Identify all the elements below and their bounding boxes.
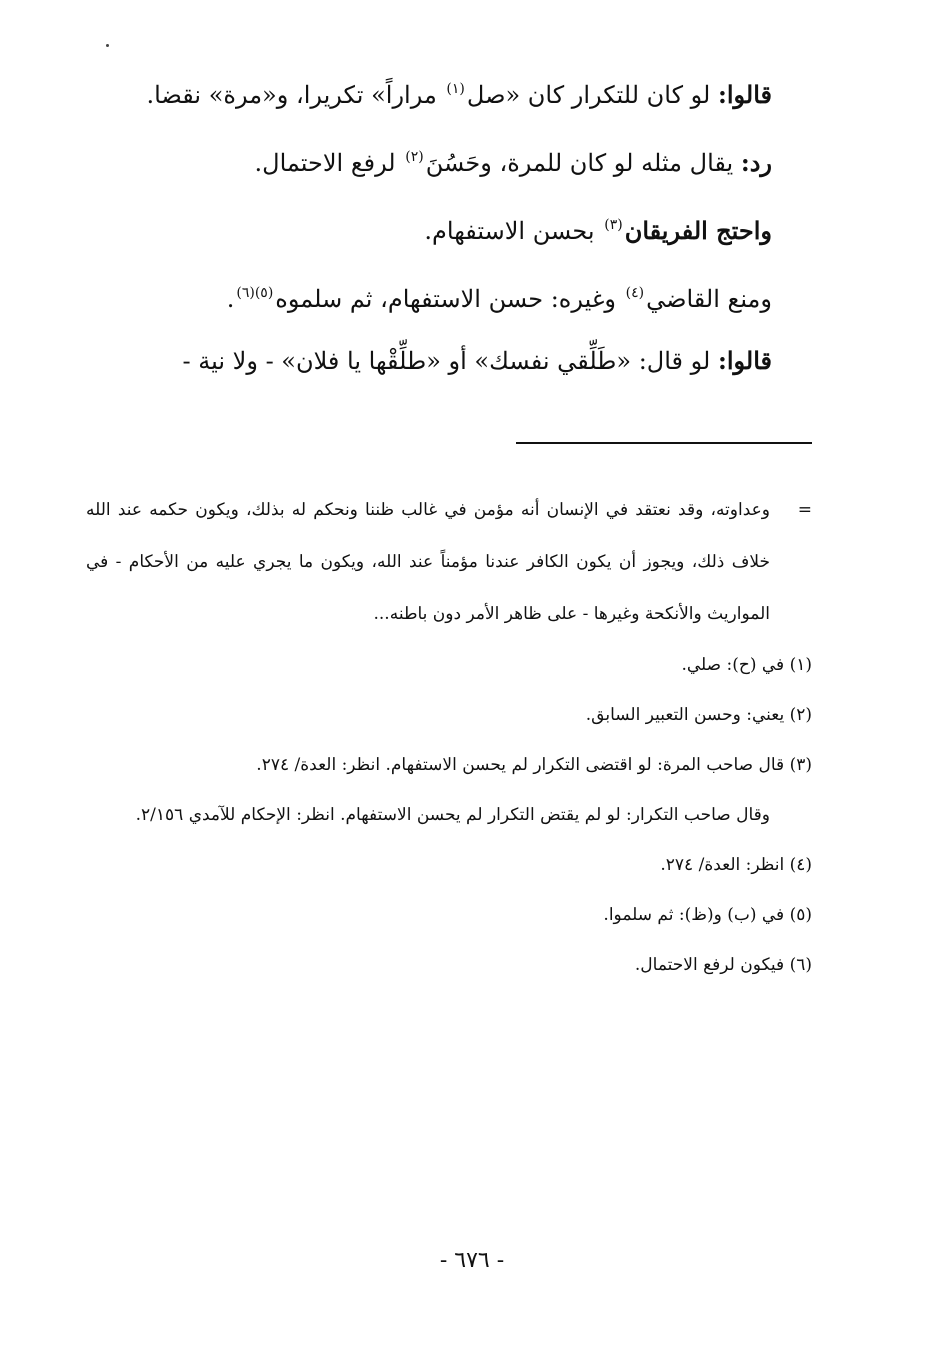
line-text: لو كان للتكرار كان «صل: [466, 81, 718, 109]
line-text: .: [226, 285, 235, 313]
footnote-ref-5-6[interactable]: (٥)(٦): [236, 285, 274, 301]
footnote-ref-1[interactable]: (١): [446, 81, 465, 97]
footnote-ref-3[interactable]: (٣): [604, 217, 623, 233]
line-text: وغيره: حسن الاستفهام، ثم سلموه: [275, 285, 624, 313]
footnote-continuation: [86, 484, 812, 640]
main-line-2: [86, 134, 772, 202]
footnote-4: (٤) انظر: العدة/ ٢٧٤.: [660, 855, 812, 875]
lead-word: رد:: [740, 148, 772, 177]
footnote-1: (١) في (ح): صلي.: [681, 655, 812, 675]
line-text: لو قال: «طَلِّقي نفسك» أو «طلِّقْها يا فلان» - ولا نية -: [182, 347, 718, 375]
footnote-2: (٢) يعني: وحسن التعبير السابق.: [585, 705, 812, 725]
line-text: يقال مثله لو كان للمرة، وحَسُنَ: [425, 149, 741, 177]
continuation-text: وعداوته، وقد نعتقد في الإنسان أنه مؤمن في غالب ظننا ونحكم له بذلك، ويكون حكمه عند الله خلاف ذلك، ويجوز أن يكون الكافر عندنا مؤمناً عند الله، ويكون ما يجري عليه من الأحكام - في المواريث والأنكحة وغيرها - على ظاهر الأمر دون باطنه...: [86, 500, 770, 624]
footnote-ref-2[interactable]: (٢): [405, 149, 424, 165]
footnotes: [86, 484, 812, 990]
lead-word: قالوا:: [717, 346, 772, 375]
main-line-3: [86, 202, 772, 270]
page-number: - ٦٧٦ -: [439, 1248, 505, 1273]
main-line-4: [86, 270, 772, 338]
footnote-3-continuation: وقال صاحب التكرار: لو لم يقتض التكرار لم يحسن الاستفهام. انظر: الإحكام للآمدي ٢/١٥٦.: [135, 805, 770, 825]
line-text: مراراً» تكريرا، و«مرة» نقضا.: [146, 81, 445, 109]
footnote-ref-4[interactable]: (٤): [625, 285, 645, 301]
stray-dot: [106, 44, 109, 47]
main-line-5: [86, 338, 772, 406]
line-text: بحسن الاستفهام.: [424, 217, 603, 245]
continuation-mark: =: [797, 500, 812, 520]
footnote-separator: [516, 442, 812, 444]
main-text: [86, 66, 772, 406]
lead-word: واحتج الفريقان: [624, 216, 772, 245]
footnote-3: (٣) قال صاحب المرة: لو اقتضى التكرار لم يحسن الاستفهام. انظر: العدة/ ٢٧٤.: [256, 755, 812, 775]
lead-word: قالوا:: [717, 80, 772, 109]
main-line-1: [86, 66, 772, 134]
footnote-5: (٥) في (ب) و(ظ): ثم سلموا.: [603, 905, 812, 925]
line-text: ومنع القاضي: [646, 285, 772, 313]
line-text: لرفع الاحتمال.: [254, 149, 404, 177]
footnote-6: (٦) فيكون لرفع الاحتمال.: [634, 955, 812, 975]
